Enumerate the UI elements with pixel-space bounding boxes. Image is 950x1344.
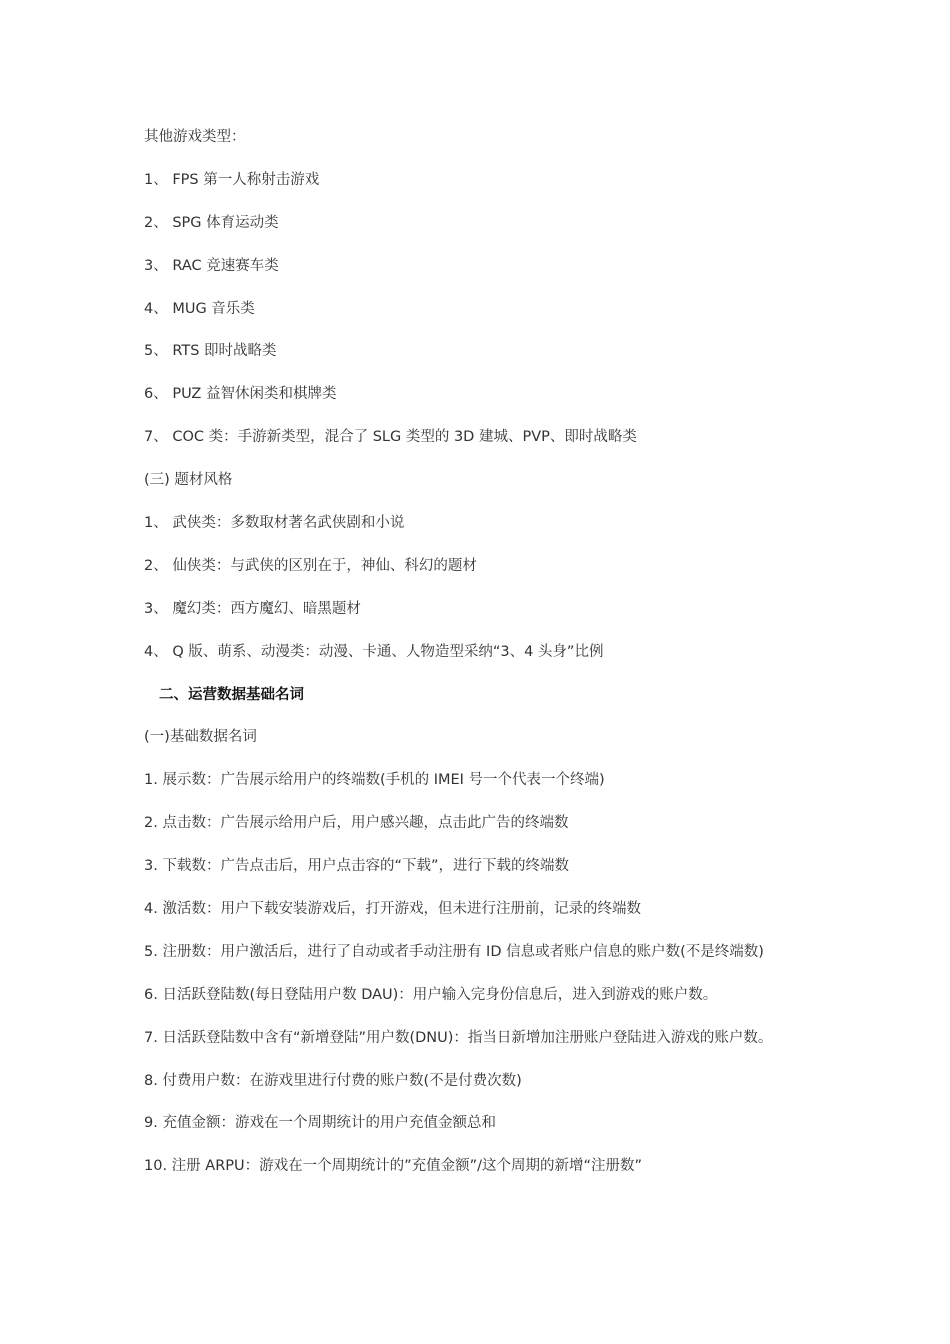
list-item: 4. 激活数：用户下载安装游戏后，打开游戏，但未进行注册前，记录的终端数 [144, 901, 641, 918]
list-item: 6. 日活跃登陆数(每日登陆用户数 DAU)：用户输入完身份信息后，进入到游戏的账户数。 [144, 986, 718, 1003]
section-intro: 其他游戏类型： [144, 129, 246, 145]
list-item: 1、 武侠类：多数取材著名武侠剧和小说 [144, 515, 405, 532]
list-item: 9. 充值金额：游戏在一个周期统计的用户充值金额总和 [144, 1115, 496, 1132]
list-item: 3、 RAC 竞速赛车类 [144, 257, 279, 274]
subsection-title: (三) 题材风格 [144, 472, 233, 489]
list-item: 3. 下载数：广告点击后，用户点击容的“下载”，进行下载的终端数 [144, 858, 569, 875]
list-item: 4、 Q 版、萌系、动漫类：动漫、卡通、人物造型采纳“3、4 头身”比例 [144, 643, 604, 660]
list-item: 2、 SPG 体育运动类 [144, 214, 279, 231]
list-item: 2、 仙侠类：与武侠的区别在于，神仙、科幻的题材 [144, 557, 477, 574]
list-item: 7、 COC 类：手游新类型，混合了 SLG 类型的 3D 建城、PVP、即时战略类 [144, 429, 637, 446]
list-item: 2. 点击数：广告展示给用户后，用户感兴趣，点击此广告的终端数 [144, 815, 569, 832]
list-item: 5、 RTS 即时战略类 [144, 343, 277, 360]
section-heading: 二、运营数据基础名词 [159, 686, 304, 703]
document-body [144, 124, 844, 1196]
list-item: 7. 日活跃登陆数中含有“新增登陆”用户数(DNU)：指当日新增加注册账户登陆进入游戏的账户数。 [144, 1029, 773, 1046]
list-item: 3、 魔幻类：西方魔幻、暗黑题材 [144, 600, 361, 617]
list-item: 8. 付费用户数：在游戏里进行付费的账户数(不是付费次数) [144, 1072, 522, 1089]
list-item: 10. 注册 ARPU：游戏在一个周期统计的”充值金额”/这个周期的新增“注册数” [144, 1158, 643, 1175]
list-item: 5. 注册数：用户激活后，进行了自动或者手动注册有 ID 信息或者账户信息的账户数(不是终端数) [144, 943, 764, 960]
subsection-title: (一)基础数据名词 [144, 729, 257, 746]
list-item: 4、 MUG 音乐类 [144, 300, 255, 317]
list-item: 1. 展示数：广告展示给用户的终端数(手机的 IMEI 号一个代表一个终端) [144, 772, 605, 789]
list-item: 6、 PUZ 益智休闲类和棋牌类 [144, 386, 337, 403]
list-item: 1、 FPS 第一人称射击游戏 [144, 171, 320, 188]
